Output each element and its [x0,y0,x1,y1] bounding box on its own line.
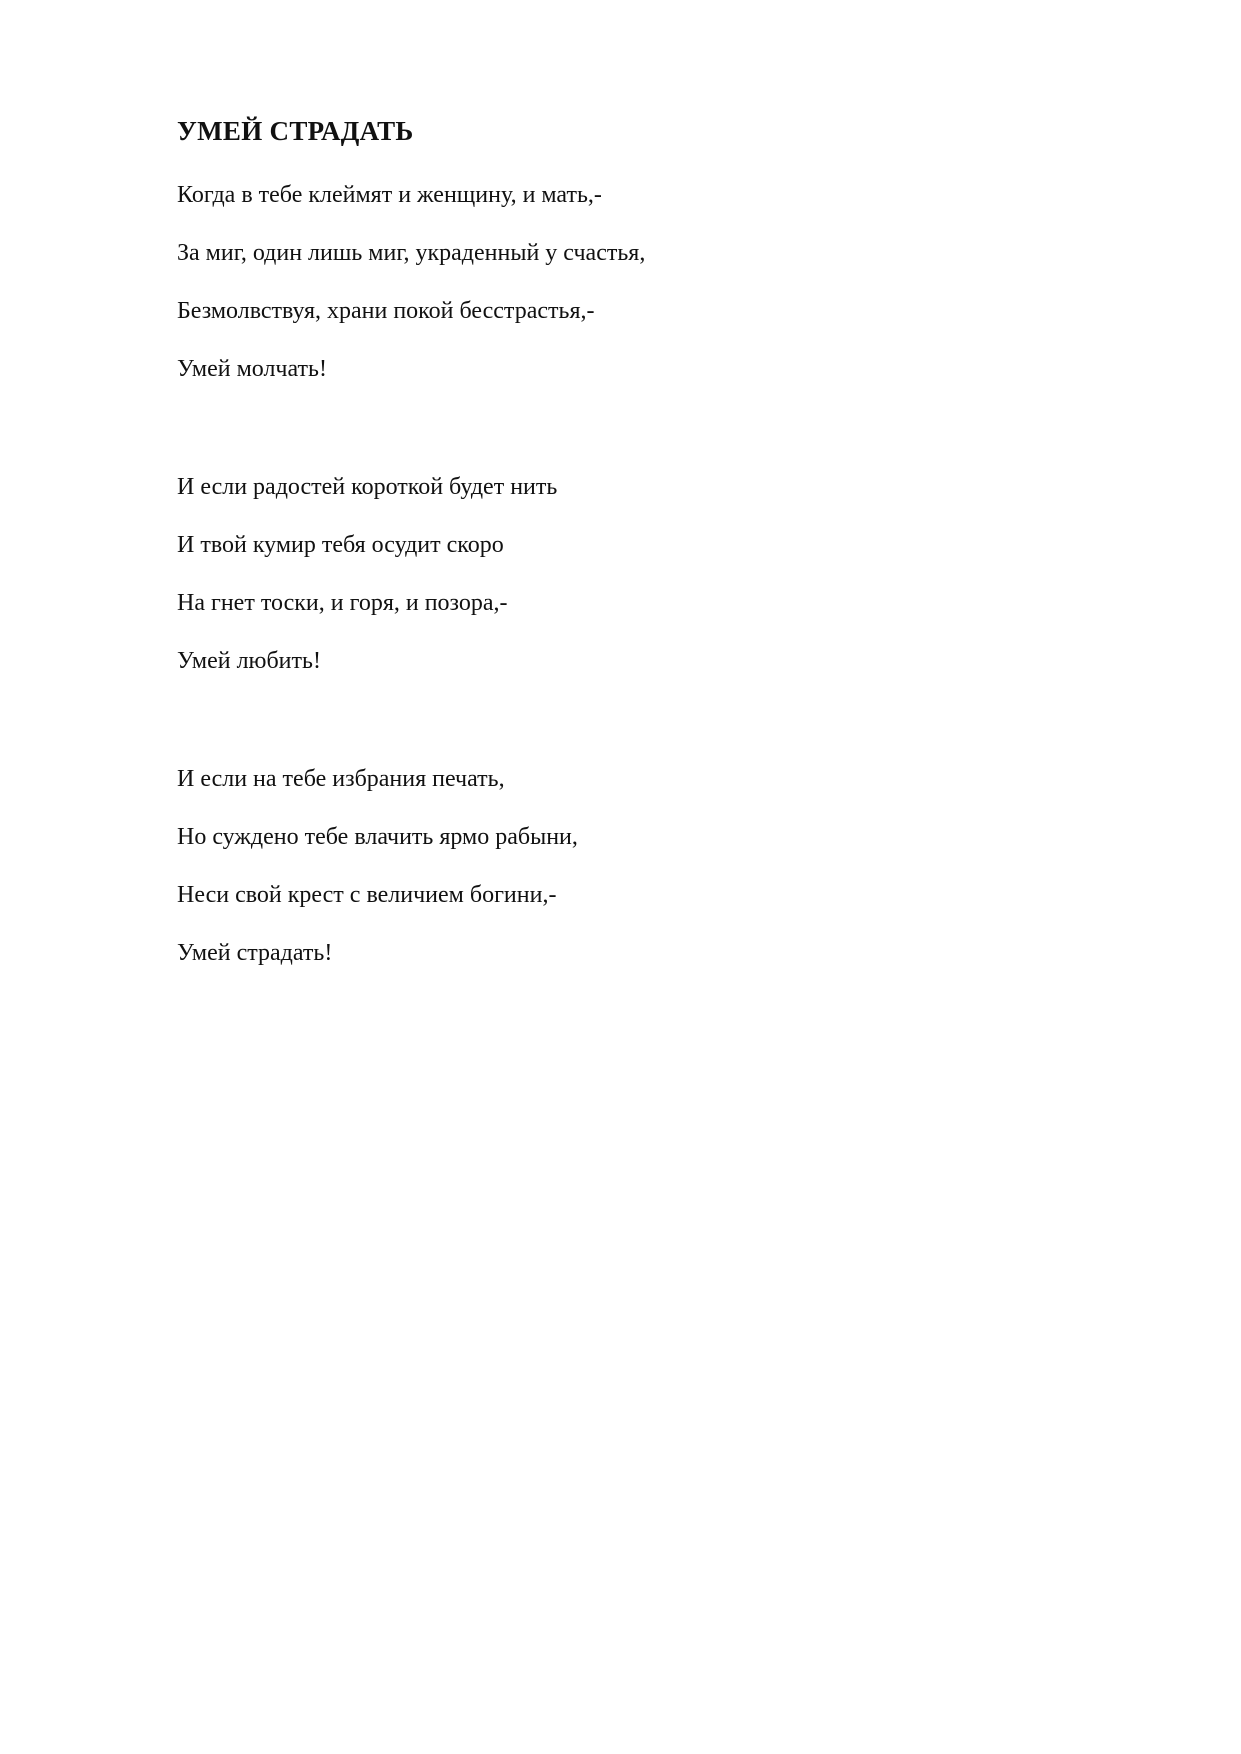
poem-line: Когда в тебе клеймят и женщину, и мать,- [177,182,602,208]
poem-line: Безмолвствуя, храни покой бесстрастья,- [177,298,595,324]
poem-line: И если радостей короткой будет нить [177,474,558,500]
poem-line: И твой кумир тебя осудит скоро [177,532,504,558]
poem-line: Но суждено тебе влачить ярмо рабыни, [177,824,578,850]
poem-title: УМЕЙ СТРАДАТЬ [177,116,414,146]
poem-line: Умей любить! [177,648,321,674]
poem-line: Неси свой крест с величием богини,- [177,882,557,908]
poem-line: И если на тебе избрания печать, [177,766,505,792]
poem-line: За миг, один лишь миг, украденный у счастья, [177,240,646,266]
poem-line: На гнет тоски, и горя, и позора,- [177,590,508,616]
poem-line: Умей страдать! [177,940,333,966]
poem-line: Умей молчать! [177,356,327,382]
